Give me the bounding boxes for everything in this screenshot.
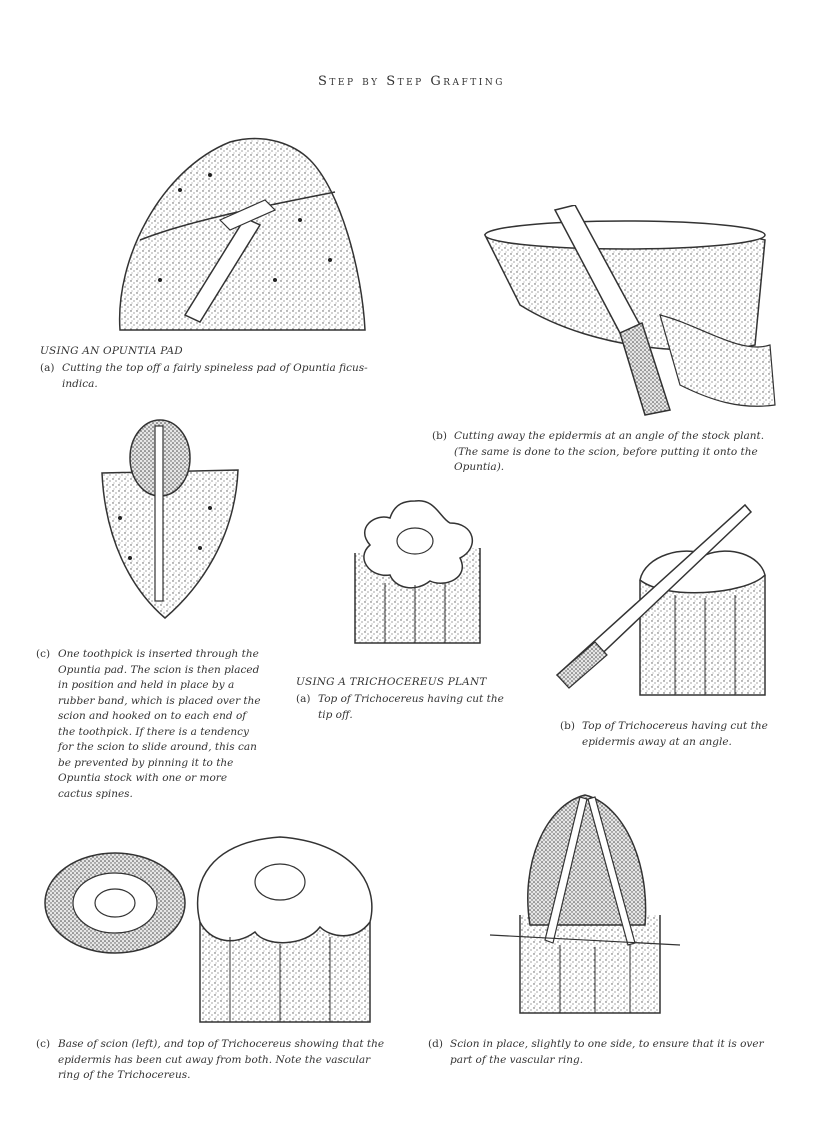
page-title: Step by Step Grafting	[318, 74, 505, 89]
caption-letter: (d)	[428, 1038, 443, 1050]
caption-text: One toothpick is inserted through the Opuntia pad. The scion is then placed in position and held in place by a rubber band, which is placed over the scion and hooked on to each end of the toothpick. If there is a tendency for the scion to slide around, this can be prevented by pinning it to the Opuntia stock with one or more cactus spines.	[58, 648, 261, 800]
opuntia-section-heading: USING AN OPUNTIA PAD	[40, 345, 183, 357]
caption-text: Base of scion (left), and top of Trichocereus showing that the epidermis has been cut away from both. Note the vascular ring of the Trichocereus.	[58, 1038, 385, 1081]
caption-text: Top of Trichocereus having cut the tip off.	[318, 693, 504, 721]
opuntia-epidermis-cut-illustration	[480, 205, 780, 420]
trichocereus-top-illustration	[190, 832, 380, 1027]
caption-trichocereus-c	[36, 1037, 426, 1084]
trichocereus-section-heading: USING A TRICHOCEREUS PLANT	[296, 676, 487, 688]
caption-letter: (a)	[40, 362, 55, 374]
scion-base-illustration	[40, 848, 190, 958]
caption-letter: (a)	[296, 693, 311, 705]
caption-letter: (b)	[560, 720, 575, 732]
caption-text: Cutting the top off a fairly spineless pad of Opuntia ficus- indica.	[62, 362, 368, 390]
caption-trichocereus-b	[560, 719, 830, 750]
scion-in-place-illustration	[485, 785, 685, 1015]
caption-trichocereus-a	[296, 692, 556, 723]
caption-opuntia-b	[432, 429, 822, 476]
caption-letter: (c)	[36, 648, 51, 660]
opuntia-toothpick-illustration	[100, 418, 240, 623]
caption-opuntia-a	[40, 361, 410, 392]
trichocereus-tip-cut-illustration	[340, 493, 490, 648]
opuntia-pad-cut-illustration	[100, 130, 370, 340]
caption-letter: (b)	[432, 430, 447, 442]
caption-trichocereus-d	[428, 1037, 823, 1068]
caption-letter: (c)	[36, 1038, 51, 1050]
caption-text: Scion in place, slightly to one side, to ensure that it is over part of the vascular ring.	[450, 1038, 764, 1066]
caption-text: Top of Trichocereus having cut the epidermis away at an angle.	[582, 720, 768, 748]
caption-opuntia-c	[36, 647, 316, 802]
caption-text: Cutting away the epidermis at an angle of the stock plant. (The same is done to the scion, before putting it onto the Opuntia).	[454, 430, 765, 473]
trichocereus-angle-cut-illustration	[555, 500, 785, 700]
